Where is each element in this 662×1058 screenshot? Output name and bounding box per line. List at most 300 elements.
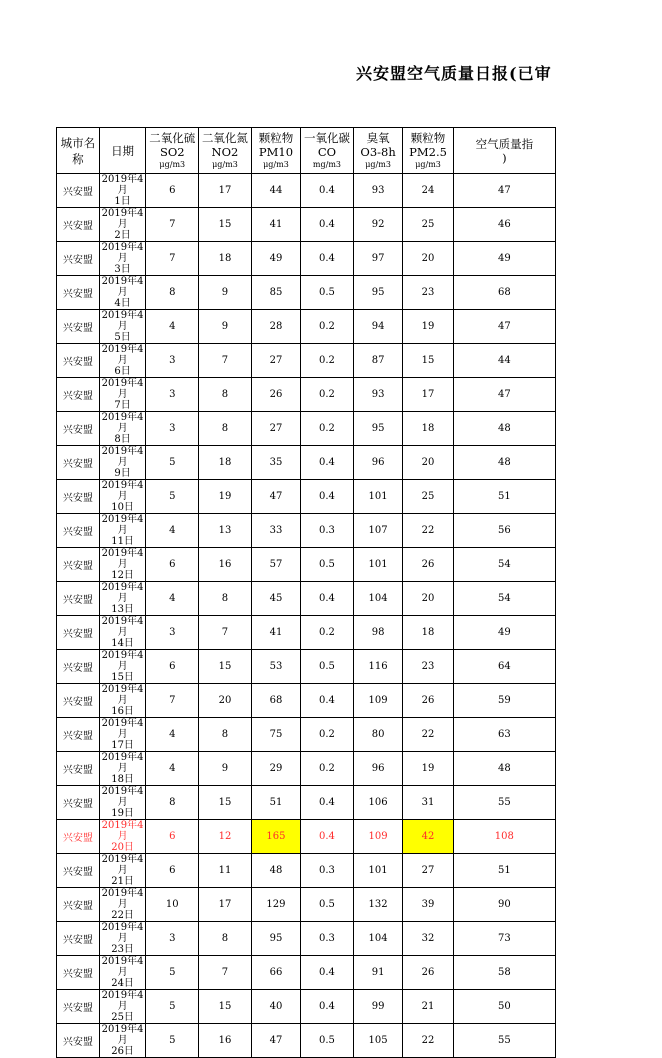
cell-so2: 3 xyxy=(146,412,199,446)
cell-date xyxy=(99,548,146,582)
cell-co: 0.5 xyxy=(301,650,354,684)
cell-o3: 101 xyxy=(353,548,403,582)
cell-date-day: 12日 xyxy=(111,570,134,581)
cell-no2: 19 xyxy=(199,480,252,514)
cell-pm25: 18 xyxy=(403,412,453,446)
cell-no2: 7 xyxy=(199,956,252,990)
cell-pm25: 20 xyxy=(403,242,453,276)
cell-city: 兴安盟 xyxy=(57,956,100,990)
cell-pm10: 33 xyxy=(251,514,300,548)
cell-date-month: 2019年4月 xyxy=(101,412,144,434)
cell-co: 0.3 xyxy=(301,514,354,548)
cell-date-month: 2019年4月 xyxy=(101,242,144,264)
cell-date-day: 5日 xyxy=(114,332,131,343)
cell-pm10: 28 xyxy=(251,310,300,344)
cell-so2: 4 xyxy=(146,514,199,548)
cell-date xyxy=(99,650,146,684)
cell-o3: 87 xyxy=(353,344,403,378)
table-row xyxy=(57,990,556,1024)
cell-no2: 9 xyxy=(199,276,252,310)
cell-aqi: 47 xyxy=(453,174,555,208)
table-row xyxy=(57,922,556,956)
cell-aqi: 73 xyxy=(453,922,555,956)
header-so2-name: 二氧化硫 xyxy=(149,130,196,145)
cell-city: 兴安盟 xyxy=(57,922,100,956)
cell-aqi: 55 xyxy=(453,1024,555,1058)
cell-no2: 18 xyxy=(199,242,252,276)
table-row xyxy=(57,820,556,854)
table-row xyxy=(57,650,556,684)
cell-pm25: 22 xyxy=(403,514,453,548)
cell-o3: 104 xyxy=(353,582,403,616)
cell-date xyxy=(99,514,146,548)
cell-city: 兴安盟 xyxy=(57,378,100,412)
cell-co: 0.4 xyxy=(301,956,354,990)
cell-date xyxy=(99,990,146,1024)
cell-so2: 5 xyxy=(146,480,199,514)
cell-pm25: 19 xyxy=(403,752,453,786)
cell-o3: 109 xyxy=(353,684,403,718)
cell-date-month: 2019年4月 xyxy=(101,786,144,808)
cell-o3: 80 xyxy=(353,718,403,752)
cell-pm10: 85 xyxy=(251,276,300,310)
cell-pm10: 26 xyxy=(251,378,300,412)
cell-o3: 116 xyxy=(353,650,403,684)
cell-date-day: 8日 xyxy=(114,434,131,445)
cell-city: 兴安盟 xyxy=(57,888,100,922)
cell-date-month: 2019年4月 xyxy=(101,378,144,400)
cell-date-month: 2019年4月 xyxy=(101,616,144,638)
cell-pm25: 26 xyxy=(403,956,453,990)
cell-date xyxy=(99,378,146,412)
cell-so2: 6 xyxy=(146,650,199,684)
cell-city: 兴安盟 xyxy=(57,208,100,242)
cell-city: 兴安盟 xyxy=(57,582,100,616)
cell-aqi: 68 xyxy=(453,276,555,310)
cell-date xyxy=(99,242,146,276)
cell-date-day: 21日 xyxy=(111,876,134,887)
cell-o3: 132 xyxy=(353,888,403,922)
cell-date xyxy=(99,616,146,650)
cell-city: 兴安盟 xyxy=(57,310,100,344)
cell-o3: 104 xyxy=(353,922,403,956)
cell-no2: 16 xyxy=(199,548,252,582)
cell-so2: 5 xyxy=(146,956,199,990)
cell-so2: 6 xyxy=(146,854,199,888)
cell-date-month: 2019年4月 xyxy=(101,752,144,774)
cell-pm10: 47 xyxy=(251,1024,300,1058)
cell-co: 0.5 xyxy=(301,1024,354,1058)
cell-pm10: 29 xyxy=(251,752,300,786)
cell-pm10: 165 xyxy=(251,820,300,854)
cell-pm25: 27 xyxy=(403,854,453,888)
cell-pm10: 27 xyxy=(251,412,300,446)
cell-no2: 9 xyxy=(199,752,252,786)
cell-so2: 3 xyxy=(146,378,199,412)
cell-no2: 13 xyxy=(199,514,252,548)
cell-pm10: 27 xyxy=(251,344,300,378)
cell-pm10: 75 xyxy=(251,718,300,752)
cell-city: 兴安盟 xyxy=(57,718,100,752)
header-no2 xyxy=(199,128,252,174)
cell-aqi: 63 xyxy=(453,718,555,752)
table-row xyxy=(57,514,556,548)
cell-o3: 94 xyxy=(353,310,403,344)
cell-pm10: 45 xyxy=(251,582,300,616)
cell-pm10: 51 xyxy=(251,786,300,820)
cell-no2: 17 xyxy=(199,888,252,922)
cell-date-day: 1日 xyxy=(114,196,131,207)
cell-o3: 91 xyxy=(353,956,403,990)
cell-no2: 7 xyxy=(199,344,252,378)
table-row xyxy=(57,854,556,888)
cell-city: 兴安盟 xyxy=(57,752,100,786)
cell-pm10: 40 xyxy=(251,990,300,1024)
cell-pm25: 24 xyxy=(403,174,453,208)
cell-o3: 95 xyxy=(353,276,403,310)
cell-city: 兴安盟 xyxy=(57,242,100,276)
header-row xyxy=(57,128,556,174)
cell-date-day: 14日 xyxy=(111,638,134,649)
cell-date xyxy=(99,752,146,786)
cell-city: 兴安盟 xyxy=(57,344,100,378)
cell-date xyxy=(99,174,146,208)
header-pm10 xyxy=(251,128,300,174)
cell-so2: 3 xyxy=(146,922,199,956)
cell-so2: 8 xyxy=(146,276,199,310)
cell-so2: 4 xyxy=(146,582,199,616)
cell-pm10: 57 xyxy=(251,548,300,582)
cell-date-day: 16日 xyxy=(111,706,134,717)
cell-co: 0.2 xyxy=(301,718,354,752)
header-aqi xyxy=(453,128,555,174)
cell-date-month: 2019年4月 xyxy=(101,480,144,502)
cell-aqi: 56 xyxy=(453,514,555,548)
cell-so2: 4 xyxy=(146,718,199,752)
cell-city: 兴安盟 xyxy=(57,514,100,548)
cell-aqi: 90 xyxy=(453,888,555,922)
table-row xyxy=(57,616,556,650)
cell-date-month: 2019年4月 xyxy=(101,174,144,196)
cell-no2: 15 xyxy=(199,990,252,1024)
cell-city: 兴安盟 xyxy=(57,174,100,208)
cell-so2: 4 xyxy=(146,752,199,786)
cell-co: 0.4 xyxy=(301,446,354,480)
cell-so2: 3 xyxy=(146,616,199,650)
cell-date xyxy=(99,412,146,446)
cell-co: 0.5 xyxy=(301,888,354,922)
cell-city: 兴安盟 xyxy=(57,616,100,650)
cell-pm10: 66 xyxy=(251,956,300,990)
cell-no2: 11 xyxy=(199,854,252,888)
cell-aqi: 48 xyxy=(453,446,555,480)
header-so2-unit: μg/m3 xyxy=(159,159,186,169)
table-row xyxy=(57,548,556,582)
cell-so2: 6 xyxy=(146,174,199,208)
cell-pm25: 22 xyxy=(403,1024,453,1058)
cell-pm25: 20 xyxy=(403,582,453,616)
cell-co: 0.2 xyxy=(301,378,354,412)
report-title: 兴安盟空气质量日报(已审 xyxy=(356,64,552,83)
cell-date xyxy=(99,446,146,480)
cell-aqi: 48 xyxy=(453,752,555,786)
cell-no2: 15 xyxy=(199,786,252,820)
cell-so2: 5 xyxy=(146,990,199,1024)
header-pm10-unit: μg/m3 xyxy=(263,159,289,169)
cell-date-day: 23日 xyxy=(111,944,134,955)
cell-date-month: 2019年4月 xyxy=(101,820,144,842)
cell-co: 0.4 xyxy=(301,990,354,1024)
cell-no2: 8 xyxy=(199,922,252,956)
table-row xyxy=(57,1024,556,1058)
cell-pm10: 48 xyxy=(251,854,300,888)
cell-date-month: 2019年4月 xyxy=(101,514,144,536)
cell-date-month: 2019年4月 xyxy=(101,888,144,910)
cell-date-day: 6日 xyxy=(114,366,131,377)
cell-no2: 8 xyxy=(199,718,252,752)
cell-aqi: 59 xyxy=(453,684,555,718)
cell-pm25: 25 xyxy=(403,480,453,514)
cell-co: 0.4 xyxy=(301,786,354,820)
cell-pm25: 32 xyxy=(403,922,453,956)
header-so2 xyxy=(146,128,199,174)
cell-pm25: 18 xyxy=(403,616,453,650)
table-row xyxy=(57,174,556,208)
header-co-code: CO xyxy=(317,144,337,159)
cell-co: 0.4 xyxy=(301,684,354,718)
cell-date-day: 18日 xyxy=(111,774,134,785)
cell-no2: 8 xyxy=(199,412,252,446)
cell-o3: 96 xyxy=(353,752,403,786)
cell-pm10: 47 xyxy=(251,480,300,514)
cell-date-month: 2019年4月 xyxy=(101,548,144,570)
cell-city: 兴安盟 xyxy=(57,820,100,854)
cell-aqi: 49 xyxy=(453,242,555,276)
cell-co: 0.4 xyxy=(301,480,354,514)
header-city: 城市名称 xyxy=(57,128,100,174)
cell-aqi: 49 xyxy=(453,616,555,650)
cell-pm25: 21 xyxy=(403,990,453,1024)
cell-date-month: 2019年4月 xyxy=(101,446,144,468)
cell-no2: 20 xyxy=(199,684,252,718)
cell-aqi: 47 xyxy=(453,310,555,344)
cell-so2: 5 xyxy=(146,446,199,480)
header-o3-code: O3-8h xyxy=(360,144,396,159)
cell-co: 0.2 xyxy=(301,752,354,786)
cell-date-day: 26日 xyxy=(111,1046,134,1057)
header-o3 xyxy=(353,128,403,174)
header-o3-name: 臭氧 xyxy=(366,130,390,145)
table-row xyxy=(57,582,556,616)
cell-date-month: 2019年4月 xyxy=(101,344,144,366)
cell-no2: 16 xyxy=(199,1024,252,1058)
cell-pm25: 19 xyxy=(403,310,453,344)
cell-co: 0.2 xyxy=(301,344,354,378)
cell-city: 兴安盟 xyxy=(57,446,100,480)
cell-no2: 17 xyxy=(199,174,252,208)
cell-pm10: 35 xyxy=(251,446,300,480)
cell-pm25: 17 xyxy=(403,378,453,412)
table-row xyxy=(57,446,556,480)
cell-date-month: 2019年4月 xyxy=(101,990,144,1012)
cell-so2: 8 xyxy=(146,786,199,820)
cell-o3: 98 xyxy=(353,616,403,650)
cell-pm25: 42 xyxy=(403,820,453,854)
table-row xyxy=(57,310,556,344)
table-row xyxy=(57,956,556,990)
header-pm10-code: PM10 xyxy=(258,144,294,159)
cell-city: 兴安盟 xyxy=(57,684,100,718)
cell-co: 0.5 xyxy=(301,548,354,582)
cell-aqi: 58 xyxy=(453,956,555,990)
cell-co: 0.5 xyxy=(301,276,354,310)
cell-date-day: 3日 xyxy=(114,264,131,275)
cell-co: 0.2 xyxy=(301,616,354,650)
table-row xyxy=(57,480,556,514)
table-row xyxy=(57,752,556,786)
cell-o3: 97 xyxy=(353,242,403,276)
table-row xyxy=(57,208,556,242)
header-pm25 xyxy=(403,128,453,174)
cell-date xyxy=(99,684,146,718)
cell-date-month: 2019年4月 xyxy=(101,650,144,672)
cell-date xyxy=(99,718,146,752)
cell-no2: 15 xyxy=(199,208,252,242)
cell-pm25: 23 xyxy=(403,650,453,684)
cell-o3: 109 xyxy=(353,820,403,854)
cell-o3: 105 xyxy=(353,1024,403,1058)
cell-aqi: 47 xyxy=(453,378,555,412)
table-row xyxy=(57,718,556,752)
cell-so2: 3 xyxy=(146,344,199,378)
cell-o3: 106 xyxy=(353,786,403,820)
cell-o3: 101 xyxy=(353,480,403,514)
cell-pm10: 41 xyxy=(251,616,300,650)
cell-city: 兴安盟 xyxy=(57,480,100,514)
cell-date xyxy=(99,276,146,310)
table-row xyxy=(57,684,556,718)
cell-no2: 8 xyxy=(199,378,252,412)
cell-o3: 92 xyxy=(353,208,403,242)
cell-date-month: 2019年4月 xyxy=(101,854,144,876)
cell-city: 兴安盟 xyxy=(57,990,100,1024)
cell-pm25: 26 xyxy=(403,684,453,718)
cell-date-day: 22日 xyxy=(111,910,134,921)
cell-co: 0.2 xyxy=(301,310,354,344)
cell-so2: 7 xyxy=(146,242,199,276)
header-no2-name: 二氧化氮 xyxy=(201,130,248,145)
cell-city: 兴安盟 xyxy=(57,854,100,888)
cell-co: 0.4 xyxy=(301,174,354,208)
cell-city: 兴安盟 xyxy=(57,548,100,582)
cell-co: 0.2 xyxy=(301,412,354,446)
header-aqi-name: 空气质量指 xyxy=(475,136,534,151)
cell-date-day: 2日 xyxy=(114,230,131,241)
cell-city: 兴安盟 xyxy=(57,650,100,684)
cell-o3: 93 xyxy=(353,174,403,208)
cell-pm25: 23 xyxy=(403,276,453,310)
header-aqi-tail: ) xyxy=(502,150,507,165)
cell-aqi: 50 xyxy=(453,990,555,1024)
cell-no2: 8 xyxy=(199,582,252,616)
cell-o3: 93 xyxy=(353,378,403,412)
cell-co: 0.4 xyxy=(301,820,354,854)
cell-date xyxy=(99,344,146,378)
cell-date-month: 2019年4月 xyxy=(101,718,144,740)
cell-date-month: 2019年4月 xyxy=(101,684,144,706)
header-co xyxy=(301,128,354,174)
cell-date xyxy=(99,208,146,242)
cell-date xyxy=(99,786,146,820)
cell-aqi: 54 xyxy=(453,548,555,582)
cell-co: 0.4 xyxy=(301,242,354,276)
cell-o3: 96 xyxy=(353,446,403,480)
header-no2-code: NO2 xyxy=(211,144,239,159)
cell-so2: 4 xyxy=(146,310,199,344)
table-row xyxy=(57,378,556,412)
cell-pm10: 68 xyxy=(251,684,300,718)
cell-no2: 12 xyxy=(199,820,252,854)
cell-so2: 5 xyxy=(146,1024,199,1058)
cell-date-month: 2019年4月 xyxy=(101,582,144,604)
cell-co: 0.3 xyxy=(301,854,354,888)
cell-city: 兴安盟 xyxy=(57,276,100,310)
cell-city: 兴安盟 xyxy=(57,1024,100,1058)
cell-aqi: 51 xyxy=(453,854,555,888)
cell-date xyxy=(99,480,146,514)
air-quality-table xyxy=(56,127,556,1058)
header-so2-code: SO2 xyxy=(159,144,185,159)
cell-date-day: 11日 xyxy=(111,536,134,547)
cell-date-month: 2019年4月 xyxy=(101,922,144,944)
header-co-name: 一氧化碳 xyxy=(303,130,350,145)
header-pm25-code: PM2.5 xyxy=(409,144,447,159)
header-no2-unit: μg/m3 xyxy=(212,159,238,169)
cell-co: 0.3 xyxy=(301,922,354,956)
cell-no2: 9 xyxy=(199,310,252,344)
cell-city: 兴安盟 xyxy=(57,786,100,820)
cell-pm25: 39 xyxy=(403,888,453,922)
cell-date-day: 25日 xyxy=(111,1012,134,1023)
table-row xyxy=(57,276,556,310)
cell-date xyxy=(99,888,146,922)
cell-date xyxy=(99,956,146,990)
cell-aqi: 54 xyxy=(453,582,555,616)
cell-no2: 7 xyxy=(199,616,252,650)
cell-date-month: 2019年4月 xyxy=(101,1024,144,1046)
cell-city: 兴安盟 xyxy=(57,412,100,446)
cell-aqi: 51 xyxy=(453,480,555,514)
cell-so2: 7 xyxy=(146,684,199,718)
cell-aqi: 55 xyxy=(453,786,555,820)
cell-date-month: 2019年4月 xyxy=(101,276,144,298)
cell-so2: 7 xyxy=(146,208,199,242)
cell-date-day: 13日 xyxy=(111,604,134,615)
cell-date xyxy=(99,854,146,888)
cell-so2: 6 xyxy=(146,548,199,582)
cell-aqi: 108 xyxy=(453,820,555,854)
table-row xyxy=(57,888,556,922)
cell-pm25: 20 xyxy=(403,446,453,480)
cell-o3: 95 xyxy=(353,412,403,446)
cell-aqi: 44 xyxy=(453,344,555,378)
cell-date-day: 17日 xyxy=(111,740,134,751)
cell-pm10: 49 xyxy=(251,242,300,276)
cell-pm25: 15 xyxy=(403,344,453,378)
cell-no2: 15 xyxy=(199,650,252,684)
cell-date-day: 24日 xyxy=(111,978,134,989)
cell-co: 0.4 xyxy=(301,208,354,242)
